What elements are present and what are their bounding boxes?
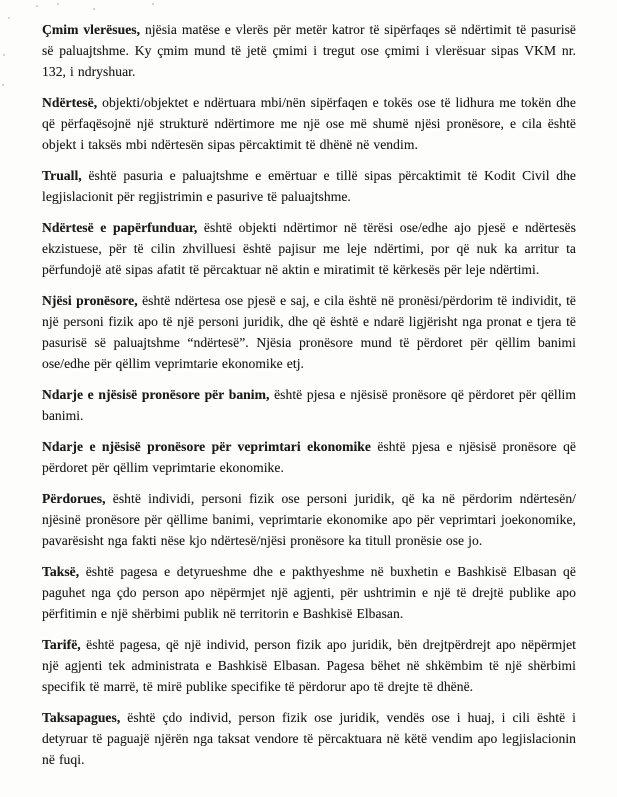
definition-perdorues — [42, 488, 576, 551]
definition-text: është pagesa, që një individ, person fizik apo juridik, bën drejtpërdrejt apo nëpërmjet një agjenti tek administrata e Bashkisë Elbasan. Pagesa bëhet në shkëmbim të një shërbimi specifik të marrë, të mirë publike specifike të përdorur apo të drejte të dhënë. — [42, 637, 576, 694]
definition-ndertese-e-paperfunduar — [42, 217, 576, 280]
scan-speck — [152, 3, 154, 5]
definition-takse — [42, 561, 576, 624]
definition-term: Ndërtesë e papërfunduar, — [42, 220, 198, 235]
scan-speck — [36, 5, 38, 7]
definition-text: është objekti ndërtimor në tërësi ose/edhe ajo pjesë e ndërtesës ekzistuese, për të cilin zhvilluesi është pajisur me leje ndërtimi, por që nuk ka arritur ta përfundojë atë sipas afatit të përcaktuar në aktin e miratimit të kërkesës për leje ndërtimi. — [42, 220, 576, 277]
definition-text: njësia matëse e vlerës për metër katror të sipërfaqes së ndërtimit të pasurisë së paluajtshme. Ky çmim mund të jetë çmimi i tregut ose çmimi i vlerësuar sipas VKM nr. 132, i ndryshuar. — [42, 22, 576, 79]
definition-term: Çmim vlerësues, — [42, 22, 141, 37]
definition-text: është pjesa e njësisë pronësore që përdoret për qëllim banimi. — [42, 387, 577, 423]
definitions-list — [42, 19, 576, 780]
definition-term: Taksapagues, — [42, 710, 121, 725]
definition-term: Ndarje e njësisë pronësore për banim, — [42, 387, 270, 402]
definition-text: është individi, personi fizik ose personi juridik, që ka në përdorim ndërtesën/ njësinë pronësore për qëllime banimi, veprimtarie ekonomike apo për veprimtari joekonomike, pavarësisht nga fakti nëse kjo ndërtesë/njësi pronësore ka titull pronësie ose jo. — [42, 491, 576, 548]
scan-speck — [93, 8, 95, 10]
definition-term: Tarifë, — [42, 637, 81, 652]
definition-text: është çdo individ, person fizik ose juridik, vendës ose i huaj, i cili është i detyruar të paguajë njërën nga taksat vendore të përcaktuara në këtë vendim apo legjislacionin në fuqi. — [42, 710, 576, 767]
scan-speck — [2, 84, 4, 86]
definition-term: Truall, — [42, 168, 82, 183]
definition-term: Ndërtesë, — [42, 95, 98, 110]
definition-taksapagues — [42, 707, 576, 770]
definition-term: Ndarje e njësisë pronësore për veprimtari ekonomike — [42, 439, 371, 454]
scan-speck — [57, 3, 59, 5]
definition-term: Njësi pronësore, — [42, 293, 138, 308]
definition-text: është ndërtesa ose pjesë e saj, e cila është në pronësi/përdorim të individit, të një personi fizik apo të një personi juridik, dhe që është e ndarë ligjërisht nga pronat e tjera të pasurisë së paluajtshme “ndërtesë”. Njësia pronësore mund të përdoret për qëllim banimi ose/edhe për qëllim veprimtarie ekonomike etj. — [42, 293, 576, 371]
definition-text: është pagesa e detyrueshme dhe e pakthyeshme në buxhetin e Bashkisë Elbasan që paguhet nga çdo person apo nëpërmjet një agjenti, për ushtrimin e një të drejtë publike apo përfitimin e një shërbimi publik në territorin e Bashkisë Elbasan. — [42, 564, 576, 621]
definition-ndarje-banim — [42, 384, 576, 426]
definition-truall — [42, 165, 576, 207]
definition-term: Taksë, — [42, 564, 80, 579]
definition-term: Përdorues, — [42, 491, 106, 506]
definition-njesi-pronesore — [42, 290, 576, 374]
definition-ndertese — [42, 92, 576, 155]
definition-ndarje-veprimtari-ekonomike — [42, 436, 576, 478]
definition-text: është pasuria e paluajtshme e emërtuar e tillë sipas përcaktimit të Kodit Civil dhe legjislacionit për regjistrimin e pasurive të paluajtshme. — [42, 168, 576, 204]
definition-text: objekti/objektet e ndërtuara mbi/nën sipërfaqen e tokës ose të lidhura me tokën dhe që përfaqësojnë një strukturë ndërtimore me një ose më shumë njësi pronësore, e cila është objekt i taksës mbi ndërtesën sipas përcaktimit të dhënë në vendim. — [42, 95, 576, 152]
definition-text: është pjesa e njësisë pronësore që përdoret për qëllim veprimtarie ekonomike. — [42, 439, 577, 475]
definition-cmim-vleresues — [42, 19, 576, 82]
definition-tarife — [42, 634, 576, 697]
scan-speck — [8, 17, 10, 19]
scan-speck — [3, 54, 5, 56]
